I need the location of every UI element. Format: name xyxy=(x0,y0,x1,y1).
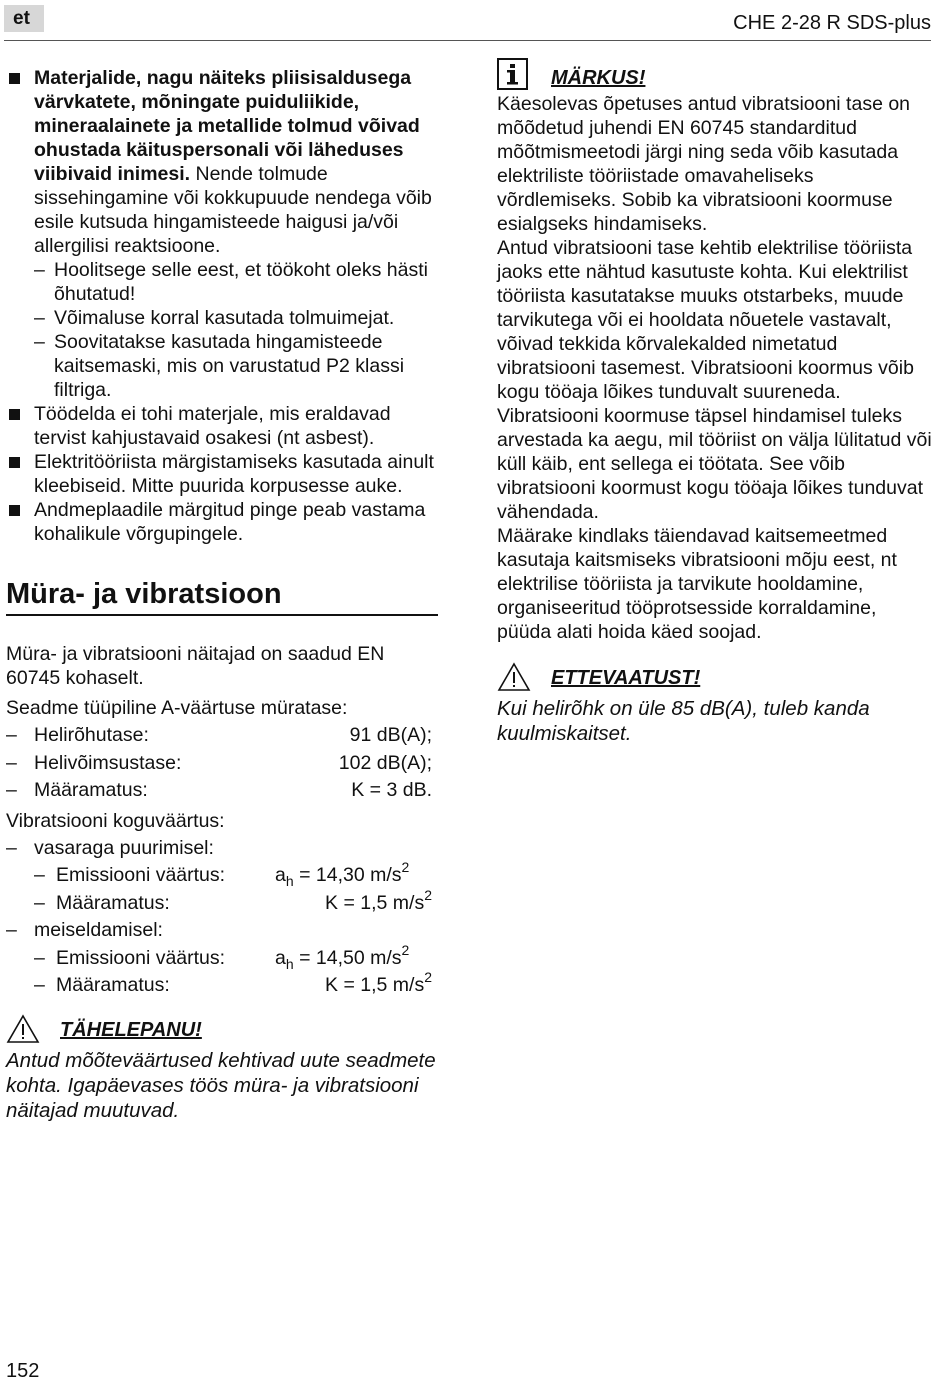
note-heading xyxy=(497,58,933,92)
caution-label: ETTEVAATUST! xyxy=(551,667,701,689)
warning-triangle-icon xyxy=(6,1014,40,1044)
dash-marker: – xyxy=(6,779,17,801)
dash-marker: – xyxy=(34,891,45,914)
emission-label: Emissiooni väärtus: xyxy=(56,864,226,886)
vibration-mode-chisel xyxy=(6,917,438,945)
caution-heading xyxy=(497,662,933,696)
vibration-mode-label: meiseldamisel: xyxy=(34,919,163,941)
attention-text: Antud mõõteväärtused kehtivad uute seadmete kohta. Igapäevases töös müra- ja vibratsiooni näitajad muutuvad. xyxy=(6,1048,436,1122)
note-paragraph: Määrake kindlaks täiendavad kaitsemeetmed kasutaja kaitsmiseks vibratsiooni mõju eest, nt elektrilise tööriista ja tarvikute hooldamine, organiseeritud tööprotsesside korraldamine, püüda alati hoida käed soojad. xyxy=(497,525,897,643)
vibration-emission-chisel xyxy=(6,941,438,973)
uncertainty-label: Määramatus: xyxy=(56,974,170,996)
dash-marker: – xyxy=(6,724,17,746)
noise-label: Määramatus: xyxy=(34,779,148,801)
document-title: CHE 2-28 R SDS-plus xyxy=(733,12,931,34)
bullet-labels: Elektritööriista märgistamiseks kasutada ainult kleebiseid. Mitte puurida korpusesse auke. xyxy=(6,450,438,498)
uncertainty-value: K = 1,5 $m/s^2$ xyxy=(325,969,432,996)
note-paragraph: Vibratsiooni koormuse täpsel hindamisel tuleks arvestada ka aegu, mil tööriist on välja lülitatud või küll käib, ent sellega ei töötata. See võib vibratsiooni koormust kogu tööaja lõikes tunduvat vähendada. xyxy=(497,405,932,523)
note-paragraph: Antud vibratsiooni tase kehtib elektrilise tööriista jaoks ette nähtud kasutuste kohta. Kui elektrilist tööriista kasutatakse muuks otstarbeks, muude tarvikutega või ei hooldata nõuetele vastavalt, võivad tekkida kõrvalekalded nimetatud vibratsiooni tasemest. Vibratsiooni koormus võib kogu tööaja lõikes tunduvalt suureneda. xyxy=(497,237,914,403)
sub-item-vacuum: – Võimaluse korral kasutada tolmuimejat. xyxy=(6,306,438,330)
info-icon xyxy=(497,58,528,90)
dash-marker: – xyxy=(34,864,45,886)
page-number: 152 xyxy=(6,1360,40,1382)
right-column xyxy=(497,58,933,746)
noise-row-pressure xyxy=(6,722,438,750)
vibration-title: Vibratsiooni koguväärtus: xyxy=(6,809,225,832)
note-label: MÄRKUS! xyxy=(551,67,646,89)
vibration-uncertainty-hammer xyxy=(6,886,438,918)
emission-value: $a_h = 14,30$ $m/s^2$ xyxy=(275,859,410,889)
dash-marker: – xyxy=(6,836,17,859)
dash-marker: – xyxy=(34,974,45,996)
vibration-mode-hammer xyxy=(6,835,438,863)
caution-text: Kui helirõhk on üle 85 dB(A), tuleb kanda kuulmiskaitset. xyxy=(497,697,870,745)
dash-marker: – xyxy=(34,946,45,969)
emission-value: $a_h = 14,50$ $m/s^2$ xyxy=(275,941,410,972)
vibration-values xyxy=(6,835,438,1000)
noise-label: Helirõhutase: xyxy=(34,724,149,746)
warning-triangle-icon xyxy=(497,662,531,692)
dash-marker: – xyxy=(6,919,17,941)
sub-item-respirator: – Soovitatakse kasutada hingamisteede kaitsemaski, mis on varustatud P2 klassi filtriga. xyxy=(6,330,438,402)
uncertainty-value: K = 1,5 $m/s^2$ xyxy=(325,886,432,914)
attention-heading xyxy=(6,1014,438,1048)
header-divider xyxy=(4,40,931,41)
noise-row-power xyxy=(6,750,438,778)
emission-label: Emissiooni väärtus: xyxy=(56,946,226,969)
language-tab: et xyxy=(4,5,44,32)
noise-title: Seadme tüüpiline A-väärtuse müratase: xyxy=(6,697,348,719)
dash-marker: – xyxy=(6,751,17,774)
section-divider xyxy=(6,614,438,616)
noise-values xyxy=(6,722,438,805)
noise-value: 102 dB(A); xyxy=(338,751,432,774)
noise-value: 91 dB(A); xyxy=(349,724,432,746)
bullet-asbestos: Töödelda ei tohi materjale, mis eraldavad tervist kahjustavaid osakesi (nt asbest). xyxy=(6,402,438,450)
dust-hazard-text: Nende tolmude sissehingamine või kokkupuude nendega võib esile kutsuda hingamisteede haigusi ja/või allergilisi reaktsioone. xyxy=(34,163,432,257)
intro-text: Müra- ja vibratsiooni näitajad on saadud EN 60745 kohaselt. xyxy=(6,643,385,689)
noise-value: K = 3 dB. xyxy=(351,779,432,801)
vibration-emission-hammer xyxy=(6,859,438,890)
bullet-dust-hazard xyxy=(6,66,438,258)
left-column xyxy=(6,66,438,1123)
noise-label: Helivõimsustase: xyxy=(34,751,182,774)
note-paragraph: Käesolevas õpetuses antud vibratsiooni tase on mõõdetud juhendi EN 60745 standarditud mõõtmismeetodi järgi ning seda võib kasutada elektriliste tööriistade omavaheliseks võrdlemiseks. Sobib ka vibratsiooni koormuse esialgseks hindamiseks. xyxy=(497,93,911,235)
bullet-voltage: Andmeplaadile märgitud pinge peab vastama kohalikule võrgupingele. xyxy=(6,498,438,546)
sub-item-ventilation: – Hoolitsege selle eest, et töökoht oleks hästi õhutatud! xyxy=(6,258,438,306)
attention-label: TÄHELEPANU! xyxy=(60,1018,202,1041)
section-title: Müra- ja vibratsioon xyxy=(6,578,282,610)
dust-hazard-bold: Materjalide, nagu näiteks pliisisaldusega värvkatete, mõningate puiduliikide, mineraalainete ja metallide tolmud võivad ohustada käituspersonali või läheduses viibivaid inimesi. xyxy=(34,67,420,185)
vibration-mode-label: vasaraga puurimisel: xyxy=(34,836,214,859)
uncertainty-label: Määramatus: xyxy=(56,891,170,914)
noise-row-uncertainty xyxy=(6,777,438,805)
vibration-uncertainty-chisel xyxy=(6,969,438,1000)
